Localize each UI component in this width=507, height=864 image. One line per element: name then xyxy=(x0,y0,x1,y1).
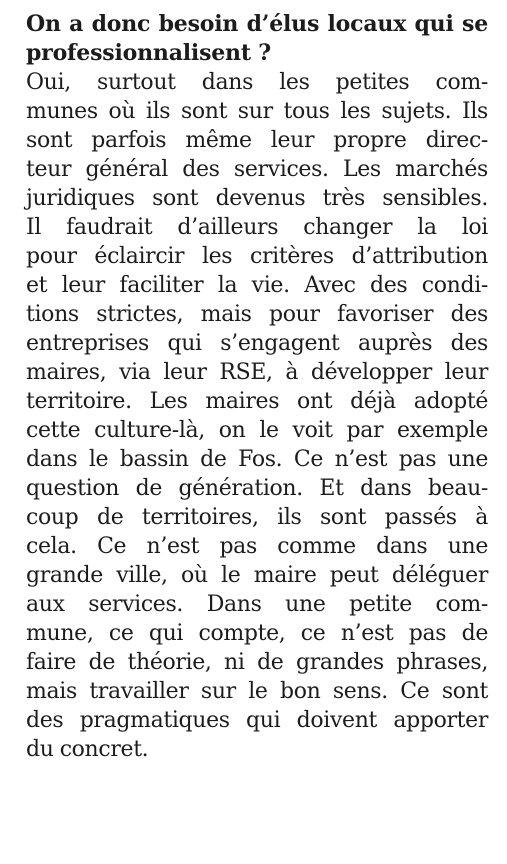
question-line: On a donc besoin d’élus locaux qui se xyxy=(26,11,488,37)
answer-line: grande ville, où le maire peut déléguer xyxy=(26,563,488,588)
answer-line: mais travailler sur le bon sens. Ce sont xyxy=(26,679,488,704)
answer-line: et leur faciliter la vie. Avec des condi- xyxy=(26,273,488,298)
answer-line: juridiques sont devenus très sensibles. xyxy=(26,186,488,211)
answer-line: cette culture-là, on le voit par exemple xyxy=(26,418,488,443)
answer-line: du concret. xyxy=(26,737,149,762)
answer-line: Il faudrait d’ailleurs changer la loi xyxy=(26,215,488,240)
answer-line: tions strictes, mais pour favoriser des xyxy=(26,302,488,327)
answer-line: Oui, surtout dans les petites com- xyxy=(26,70,488,95)
answer-line: coup de territoires, ils sont passés à xyxy=(26,505,488,530)
answer-line: dans le bassin de Fos. Ce n’est pas une xyxy=(26,447,488,472)
answer-line: territoire. Les maires ont déjà adopté xyxy=(26,389,488,414)
answer-line: teur général des services. Les marchés xyxy=(26,157,488,182)
answer-line: entreprises qui s’engagent auprès des xyxy=(26,331,488,356)
answer-line: faire de théorie, ni de grandes phrases, xyxy=(26,650,488,675)
answer-line: munes où ils sont sur tous les sujets. Ils xyxy=(26,99,488,124)
answer-line: sont parfois même leur propre direc- xyxy=(26,128,488,153)
answer-line: pour éclaircir les critères d’attribution xyxy=(26,244,488,269)
answer-line: question de génération. Et dans beau- xyxy=(26,476,488,501)
answer-line: mune, ce qui compte, ce n’est pas de xyxy=(26,621,488,646)
answer-line: des pragmatiques qui doivent apporter xyxy=(26,708,488,733)
answer-line: maires, via leur RSE, à développer leur xyxy=(26,360,488,385)
question-line: professionnalisent ? xyxy=(26,40,271,66)
answer-line: aux services. Dans une petite com- xyxy=(26,592,488,617)
article-excerpt xyxy=(26,10,488,764)
answer-line: cela. Ce n’est pas comme dans une xyxy=(26,534,488,559)
interview-answer xyxy=(26,68,488,764)
interview-question xyxy=(26,10,488,68)
